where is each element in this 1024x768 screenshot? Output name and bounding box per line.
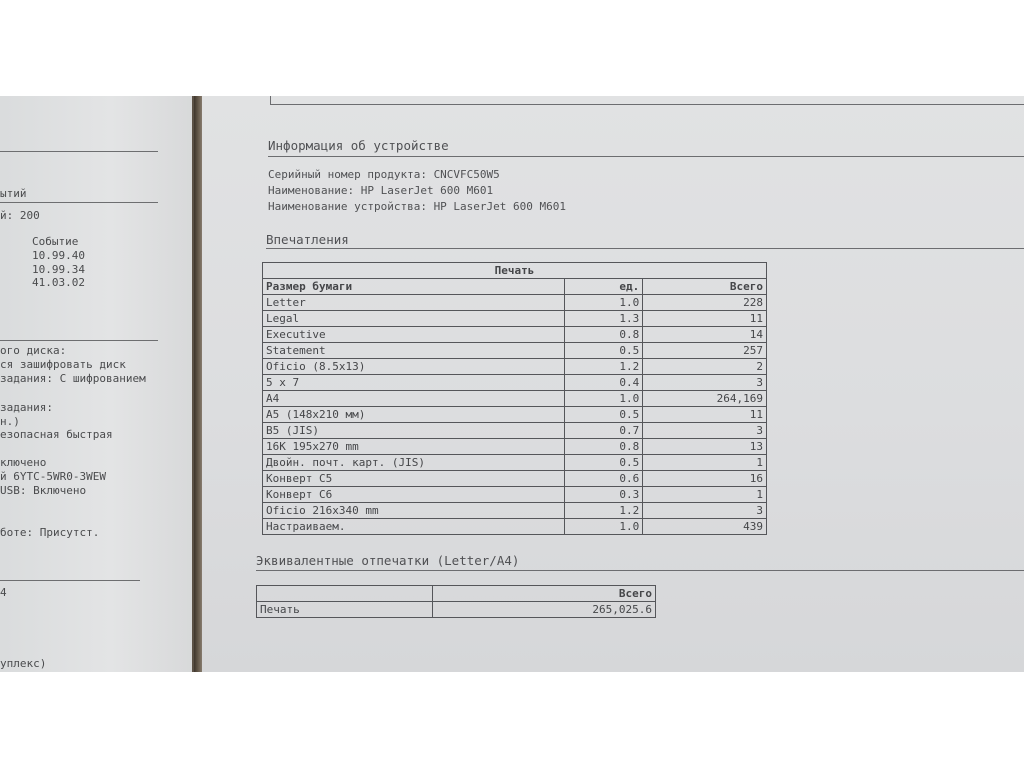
table-row: [263, 423, 767, 439]
header-size: Размер бумаги: [263, 279, 565, 295]
top-rule-tick: [270, 96, 271, 105]
header-unit: ед.: [565, 279, 643, 295]
left-line: Событие: [32, 235, 79, 248]
equivalent-table: [256, 585, 656, 618]
left-line: 4: [0, 586, 7, 599]
device-name: Наименование устройства: HP LaserJet 600 M601: [268, 200, 567, 213]
impressions-table: [262, 262, 767, 535]
cell-unit: 0.8: [565, 327, 643, 343]
table-row: [263, 391, 767, 407]
table-row: [263, 311, 767, 327]
cell-total: 14: [643, 327, 767, 343]
cell-total: 439: [643, 519, 767, 535]
cell-size: Oficio (8.5x13): [263, 359, 565, 375]
equivalent-row-label: Печать: [257, 602, 433, 618]
cell-total: 264,169: [643, 391, 767, 407]
cell-size: Executive: [263, 327, 565, 343]
table-row: [263, 375, 767, 391]
cell-size: A4: [263, 391, 565, 407]
table-row: [263, 407, 767, 423]
equivalent-row: [257, 602, 656, 618]
left-line: 10.99.34: [32, 263, 85, 276]
divider: [0, 580, 140, 581]
table-row: [263, 519, 767, 535]
cell-size: B5 (JIS): [263, 423, 565, 439]
cell-total: 11: [643, 311, 767, 327]
left-line: 10.99.40: [32, 249, 85, 262]
left-page: [0, 96, 192, 672]
table-row: [263, 471, 767, 487]
cell-unit: 0.7: [565, 423, 643, 439]
cell-total: 16: [643, 471, 767, 487]
table-row: [263, 327, 767, 343]
cell-unit: 0.6: [565, 471, 643, 487]
table-row: [263, 503, 767, 519]
cell-unit: 0.5: [565, 455, 643, 471]
cell-total: 3: [643, 503, 767, 519]
section-rule: [266, 248, 1024, 249]
header-total: Всего: [643, 279, 767, 295]
cell-unit: 0.4: [565, 375, 643, 391]
table-row: [263, 487, 767, 503]
left-line: уплекс): [0, 657, 47, 670]
table-row: [263, 439, 767, 455]
table-header-row: [263, 279, 767, 295]
top-rule: [270, 104, 1024, 105]
cell-total: 2: [643, 359, 767, 375]
cell-size: Конверт C6: [263, 487, 565, 503]
left-line: ключено: [0, 456, 47, 469]
photo-area: [0, 96, 1024, 672]
left-line: ого диска:: [0, 344, 67, 357]
section-rule: [268, 156, 1024, 157]
divider: [0, 151, 158, 152]
left-line: езопасная быстрая: [0, 428, 113, 441]
cell-total: 257: [643, 343, 767, 359]
cell-total: 1: [643, 455, 767, 471]
section-title-device-info: Информация об устройстве: [268, 138, 449, 153]
cell-unit: 0.3: [565, 487, 643, 503]
left-line: ся зашифровать диск: [0, 358, 126, 371]
cell-size: Конверт C5: [263, 471, 565, 487]
cell-total: 3: [643, 375, 767, 391]
left-line: ытий: [0, 187, 27, 200]
section-rule: [256, 570, 1024, 571]
cell-unit: 1.0: [565, 519, 643, 535]
cell-unit: 1.2: [565, 359, 643, 375]
table-row: [263, 295, 767, 311]
cell-unit: 1.2: [565, 503, 643, 519]
equivalent-row-value: 265,025.6: [432, 602, 655, 618]
equivalent-header-row: [257, 586, 656, 602]
section-title-equivalent: Эквивалентные отпечатки (Letter/A4): [256, 553, 520, 568]
cell-total: 13: [643, 439, 767, 455]
cell-total: 228: [643, 295, 767, 311]
left-line: USB: Включено: [0, 484, 87, 497]
left-line: 41.03.02: [32, 276, 85, 289]
equivalent-header-total: Всего: [432, 586, 655, 602]
left-line: задания:: [0, 401, 53, 414]
left-line: н.): [0, 415, 20, 428]
section-title-impressions: Впечатления: [266, 232, 349, 247]
table-row: [263, 455, 767, 471]
cell-size: 5 x 7: [263, 375, 565, 391]
table-row: [263, 343, 767, 359]
cell-total: 1: [643, 487, 767, 503]
cell-size: Legal: [263, 311, 565, 327]
table-caption: Печать: [263, 263, 767, 279]
product-name: Наименование: HP LaserJet 600 M601: [268, 184, 494, 197]
cell-size: Letter: [263, 295, 565, 311]
cell-total: 11: [643, 407, 767, 423]
cell-size: 16K 195x270 mm: [263, 439, 565, 455]
table-row: [263, 359, 767, 375]
cell-unit: 1.3: [565, 311, 643, 327]
cell-unit: 0.5: [565, 343, 643, 359]
cell-unit: 0.8: [565, 439, 643, 455]
cell-unit: 0.5: [565, 407, 643, 423]
cell-size: Oficio 216x340 mm: [263, 503, 565, 519]
equivalent-header-empty: [257, 586, 433, 602]
main-page: [202, 96, 1024, 672]
cell-size: Настраиваем.: [263, 519, 565, 535]
divider: [0, 340, 158, 341]
left-line: й 6YTC-5WR0-3WEW: [0, 470, 106, 483]
cell-size: Двойн. почт. карт. (JIS): [263, 455, 565, 471]
cell-total: 3: [643, 423, 767, 439]
cell-unit: 1.0: [565, 295, 643, 311]
left-line: й: 200: [0, 209, 40, 222]
left-line: задания: С шифрованием: [0, 372, 146, 385]
cell-size: A5 (148x210 мм): [263, 407, 565, 423]
cell-size: Statement: [263, 343, 565, 359]
left-line: боте: Присутст.: [0, 526, 100, 539]
divider: [0, 202, 158, 203]
serial-number: Серийный номер продукта: CNCVFC50W5: [268, 168, 500, 181]
cell-unit: 1.0: [565, 391, 643, 407]
